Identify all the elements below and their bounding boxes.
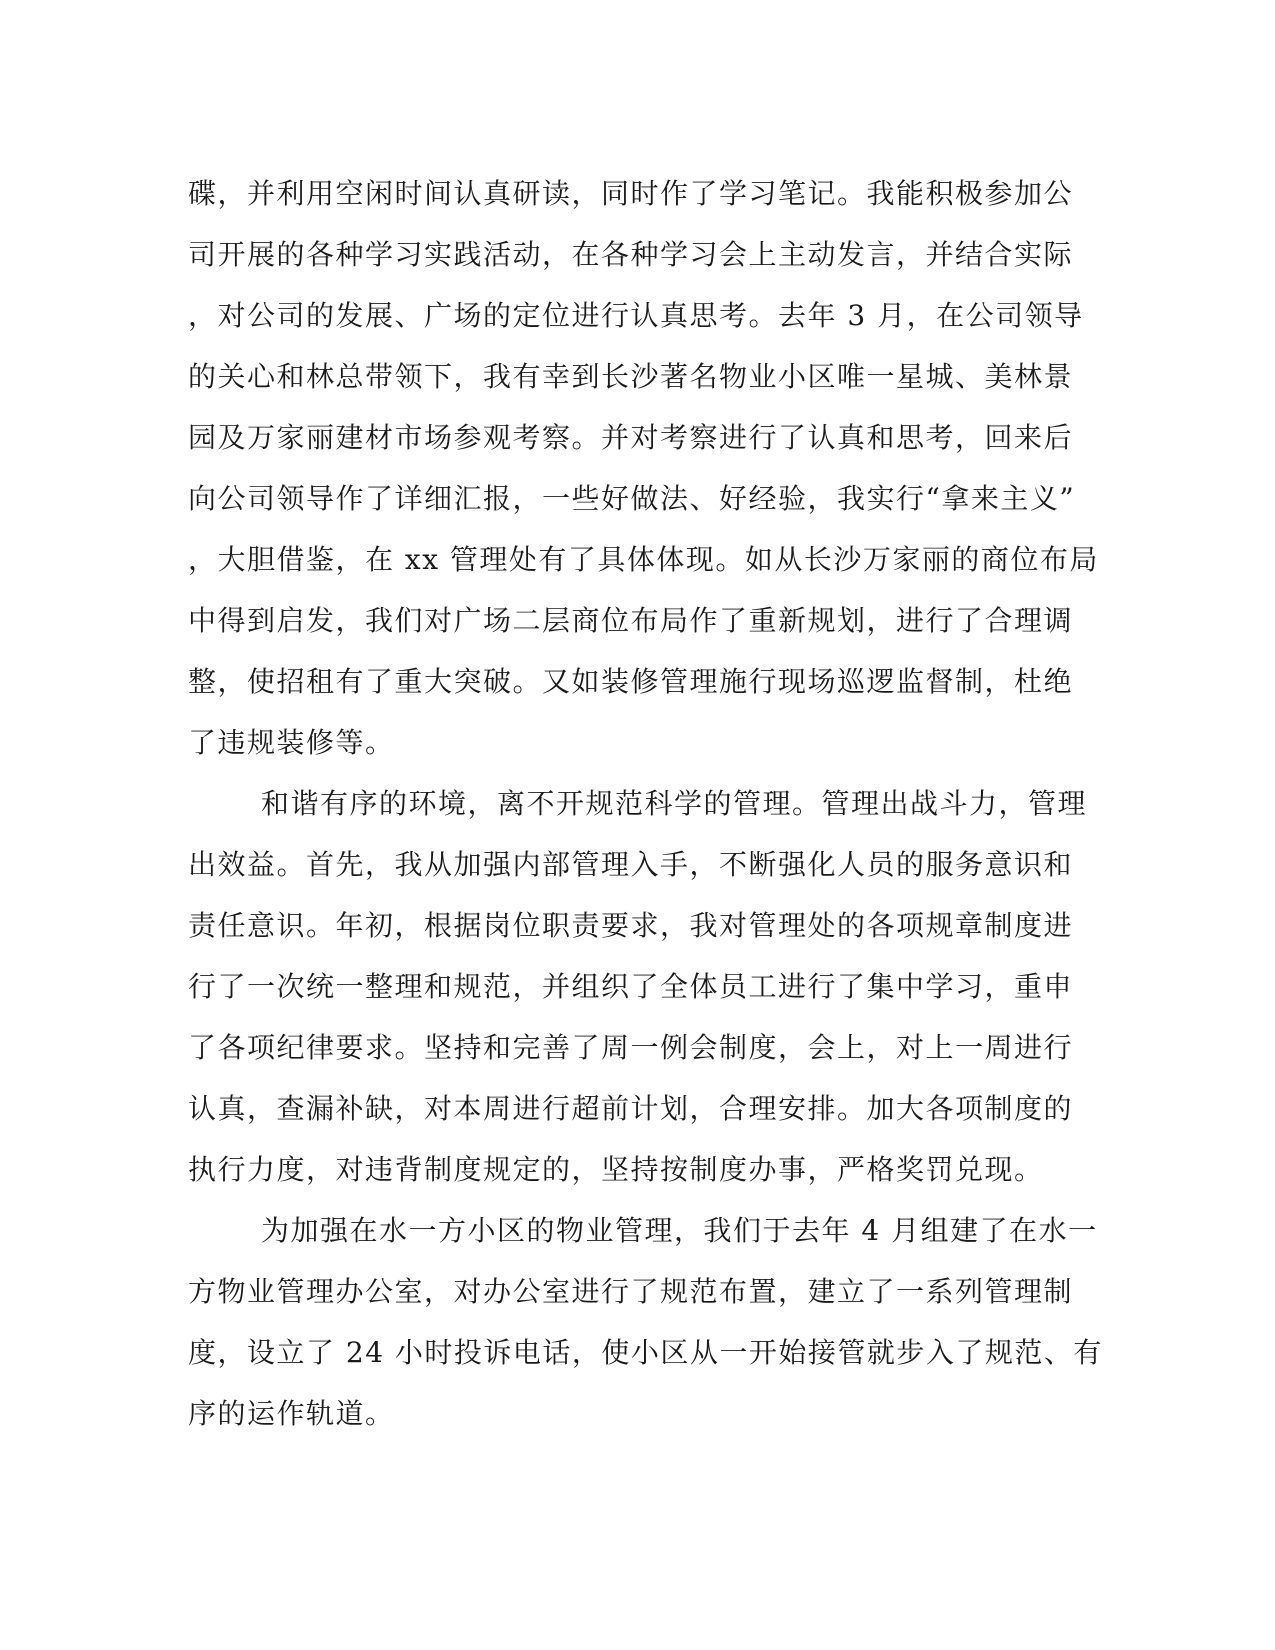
text-line: 碟，并利用空闲时间认真研读，同时作了学习笔记。我能积极参加公: [188, 177, 1074, 210]
paragraph-2: [188, 773, 1088, 1200]
paragraph-3: [188, 1200, 1103, 1444]
text-line: 整，使招租有了重大突破。又如装修管理施行现场巡逻监督制，杜绝: [188, 665, 1074, 698]
text-line: 了各项纪律要求。坚持和完善了周一例会制度，会上，对上一周进行: [188, 1031, 1074, 1064]
text-line: 园及万家丽建材市场参观考察。并对考察进行了认真和思考，回来后: [188, 421, 1074, 454]
text-line: 责任意识。年初，根据岗位职责要求，我对管理处的各项规章制度进: [188, 909, 1074, 942]
text-line: 和谐有序的环境，离不开规范科学的管理。管理出战斗力，管理: [261, 787, 1088, 820]
text-line: ，大胆借鉴，在 xx 管理处有了具体体现。如从长沙万家丽的商位布局: [188, 543, 1099, 576]
paragraph-1: [188, 163, 1099, 773]
text-line: ，对公司的发展、广场的定位进行认真思考。去年 3 月，在公司领导: [188, 299, 1084, 332]
text-line: 中得到启发，我们对广场二层商位布局作了重新规划，进行了合理调: [188, 604, 1074, 637]
document-body: [188, 163, 1103, 1444]
text-line: 序的运作轨道。: [188, 1397, 395, 1430]
text-line: 为加强在水一方小区的物业管理，我们于去年 4 月组建了在水一: [261, 1214, 1098, 1247]
text-line: 了违规装修等。: [188, 726, 395, 759]
text-line: 行了一次统一整理和规范，并组织了全体员工进行了集中学习，重申: [188, 970, 1074, 1003]
text-line: 的关心和林总带领下，我有幸到长沙著名物业小区唯一星城、美林景: [188, 360, 1074, 393]
text-line: 方物业管理办公室，对办公室进行了规范布置，建立了一系列管理制: [188, 1275, 1074, 1308]
text-line: 向公司领导作了详细汇报，一些好做法、好经验，我实行“拿来主义”: [188, 482, 1076, 515]
text-line: 司开展的各种学习实践活动，在各种学习会上主动发言，并结合实际: [188, 238, 1074, 271]
text-line: 执行力度，对违背制度规定的，坚持按制度办事，严格奖罚兑现。: [188, 1153, 1044, 1186]
text-line: 度，设立了 24 小时投诉电话，使小区从一开始接管就步入了规范、有: [188, 1336, 1103, 1369]
text-line: 认真，查漏补缺，对本周进行超前计划，合理安排。加大各项制度的: [188, 1092, 1074, 1125]
text-line: 出效益。首先，我从加强内部管理入手，不断强化人员的服务意识和: [188, 848, 1074, 881]
